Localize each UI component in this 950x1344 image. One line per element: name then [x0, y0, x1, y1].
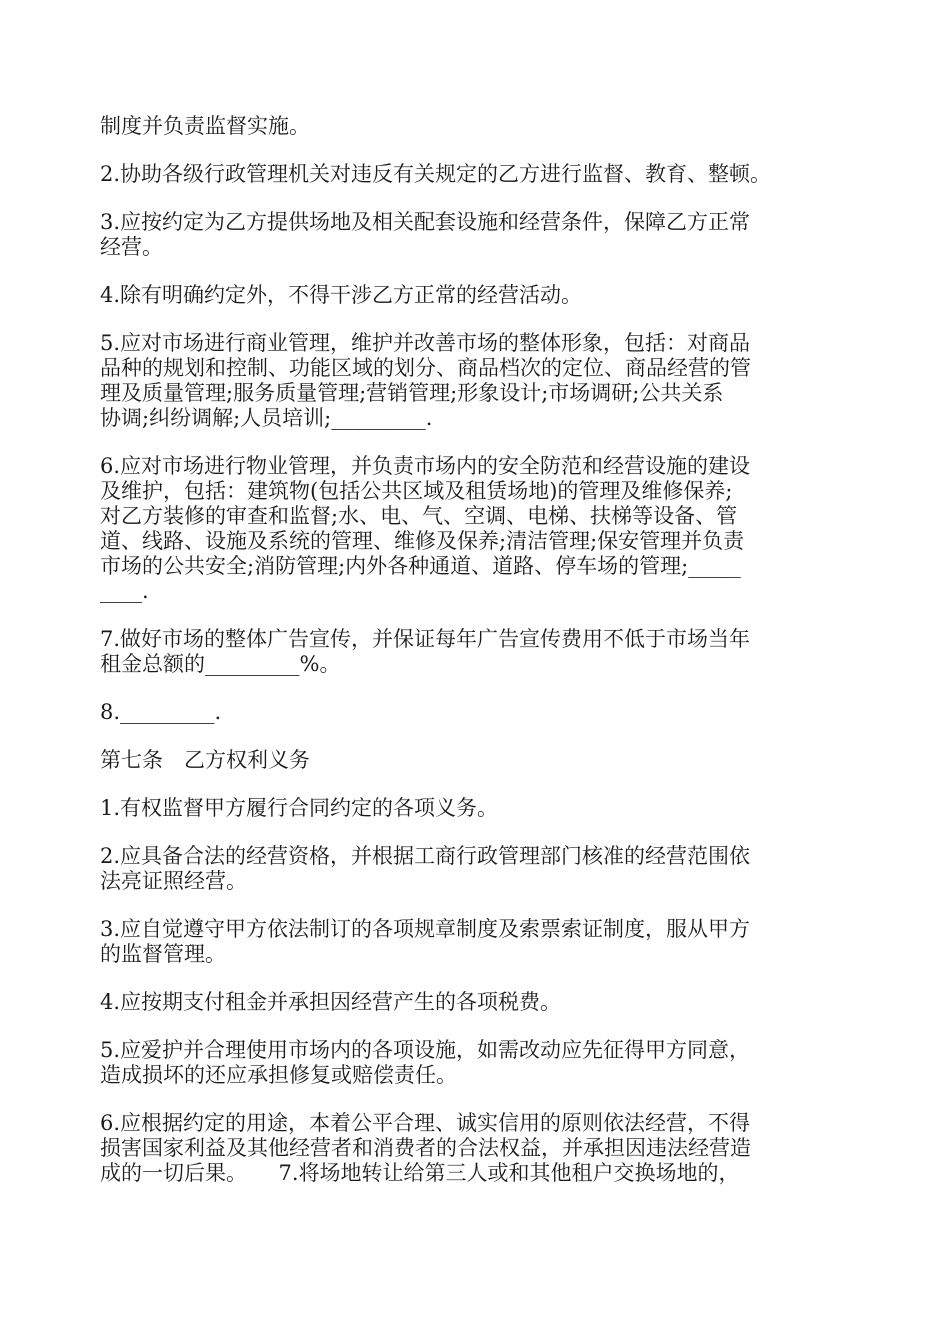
text-line: 1.有权监督甲方履行合同约定的各项义务。: [100, 796, 499, 820]
text-line: 法亮证照经营。: [100, 869, 247, 893]
text-line: 对乙方装修的审查和监督;水、电、气、空调、电梯、扶梯等设备、管: [100, 504, 738, 528]
text-line: 5.应爱护并合理使用市场内的各项设施，如需改动应先征得甲方同意，: [100, 1038, 751, 1062]
text-line: 造成损坏的还应承担修复或赔偿责任。: [100, 1063, 457, 1087]
text-line: 及维护，包括：建筑物(包括公共区域及租赁场地)的管理及维修保养;: [100, 479, 733, 503]
text-line: 损害国家利益及其他经营者和消费者的合法权益，并承担因违法经营造: [100, 1136, 751, 1160]
paragraph: [100, 844, 856, 894]
text-line: 理及质量管理;服务质量管理;营销管理;形象设计;市场调研;公共关系: [100, 381, 724, 405]
text-line: 道、线路、设施及系统的管理、维修及保养;清洁管理;保安管理并负责: [100, 529, 745, 553]
paragraph: [100, 748, 856, 773]
paragraph: [100, 283, 856, 308]
paragraph: [100, 796, 856, 821]
text-line: 6.应对市场进行物业管理，并负责市场内的安全防范和经营设施的建设: [100, 454, 751, 478]
text-line: 制度并负责监督实施。: [100, 114, 310, 138]
text-line: 市场的公共安全;消防管理;内外各种通道、道路、停车场的管理;_____: [100, 554, 741, 578]
text-line: 协调;纠纷调解;人员培训;_________.: [100, 406, 433, 430]
text-line: 6.应根据约定的用途，本着公平合理、诚实信用的原则依法经营，不得: [100, 1111, 751, 1135]
text-line: 4.除有明确约定外，不得干涉乙方正常的经营活动。: [100, 283, 583, 307]
text-line: 经营。: [100, 235, 163, 259]
paragraph: [100, 700, 856, 725]
paragraph: [100, 917, 856, 967]
text-line: 5.应对市场进行商业管理，维护并改善市场的整体形象，包括：对商品: [100, 331, 751, 355]
paragraph: [100, 1111, 856, 1186]
paragraph: [100, 627, 856, 677]
paragraph: [100, 1038, 856, 1088]
text-line: 3.应按约定为乙方提供场地及相关配套设施和经营条件，保障乙方正常: [100, 210, 751, 234]
paragraph: [100, 162, 856, 187]
text-line: 2.应具备合法的经营资格，并根据工商行政管理部门核准的经营范围依: [100, 844, 751, 868]
text-line: 租金总额的_________%。: [100, 652, 341, 676]
paragraph: [100, 114, 856, 139]
text-line: 3.应自觉遵守甲方依法制订的各项规章制度及索票索证制度，服从甲方: [100, 917, 751, 941]
text-line: 2.协助各级行政管理机关对违反有关规定的乙方进行监督、教育、整顿。: [100, 162, 772, 186]
paragraph: [100, 454, 856, 604]
text-line: ____.: [100, 579, 149, 603]
text-line: 7.做好市场的整体广告宣传，并保证每年广告宣传费用不低于市场当年: [100, 627, 751, 651]
text-line: 的监督管理。: [100, 942, 226, 966]
document-body: [100, 114, 856, 1209]
text-line: 第七条 乙方权利义务: [100, 748, 310, 772]
paragraph: [100, 990, 856, 1015]
paragraph: [100, 210, 856, 260]
paragraph: [100, 331, 856, 431]
text-line: 8._________.: [100, 700, 222, 724]
text-line: 4.应按期支付租金并承担因经营产生的各项税费。: [100, 990, 562, 1014]
text-line: 品种的规划和控制、功能区域的划分、商品档次的定位、商品经营的管: [100, 356, 751, 380]
text-line: 成的一切后果。 7.将场地转让给第三人或和其他租户交换场地的，: [100, 1161, 740, 1185]
